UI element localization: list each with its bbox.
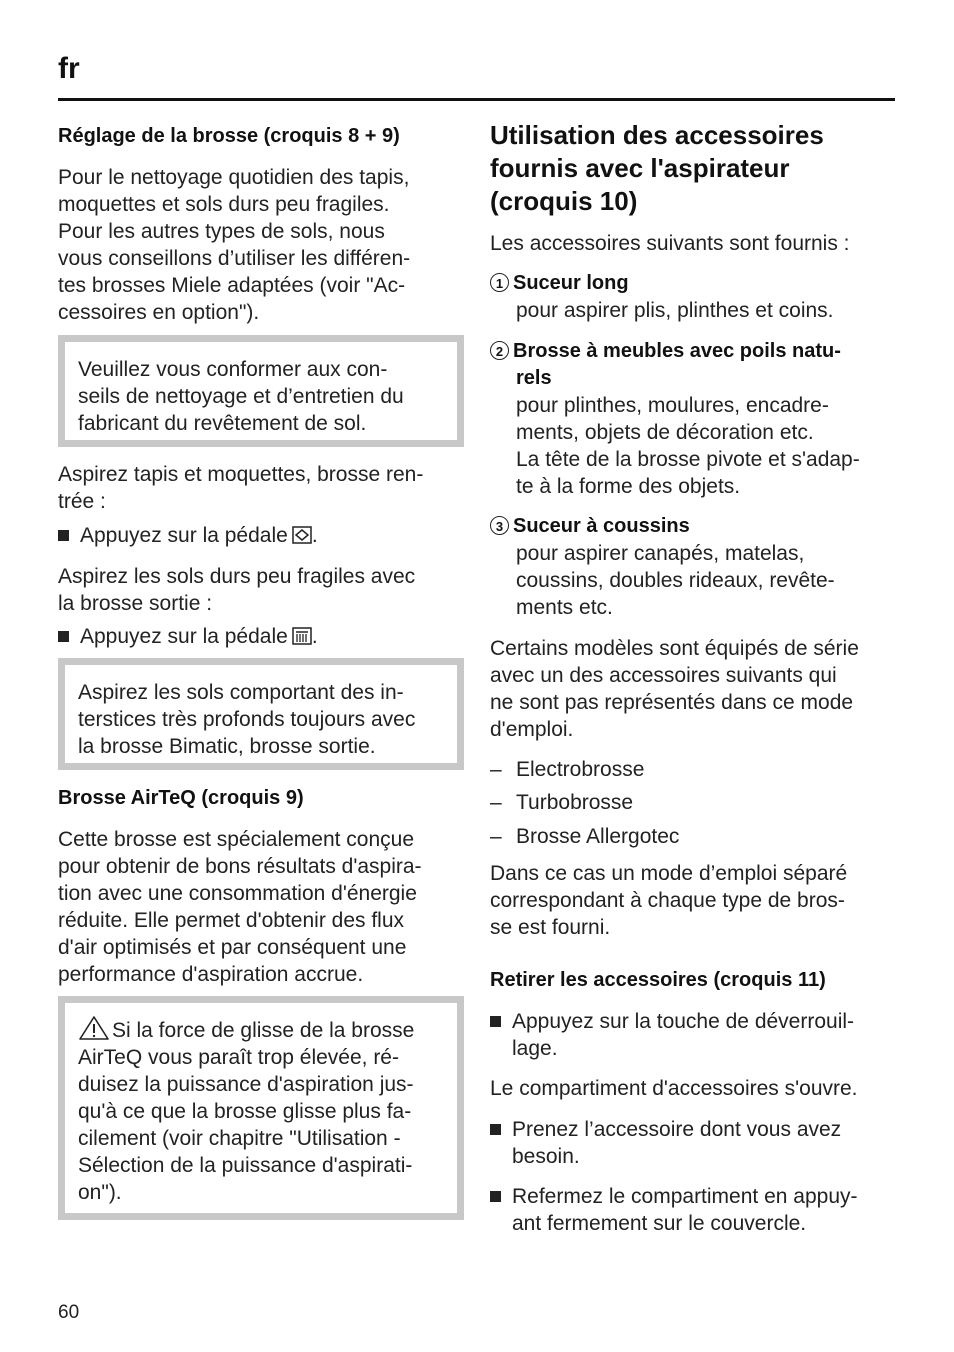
note-box-bimatic	[58, 658, 464, 770]
text-line: cessoires en option").	[58, 301, 260, 324]
text-line: cilement (voir chapitre "Utilisation -	[78, 1127, 401, 1150]
text-line: performance d'aspiration accrue.	[58, 963, 364, 986]
bullet-text: lage.	[512, 1037, 558, 1060]
dash-text: Electrobrosse	[516, 758, 645, 781]
dash-mark: –	[490, 791, 502, 814]
item-desc-line: pour aspirer plis, plinthes et coins.	[516, 299, 834, 322]
item-desc-line: La tête de la brosse pivote et s'adap-	[516, 448, 860, 471]
section-title-remove-accessories: Retirer les accessoires (croquis 11)	[490, 969, 826, 991]
item-title: Brosse à meubles avec poils natu-	[513, 340, 841, 362]
text-line: réduite. Elle permet d'obtenir des flux	[58, 909, 405, 932]
header-rule	[58, 98, 895, 101]
text-line: AirTeQ vous paraît trop élevée, ré-	[78, 1046, 399, 1069]
text-line: duisez la puissance d'aspiration jus-	[78, 1073, 414, 1096]
paragraph-compartment-opens: Le compartiment d'accessoires s'ouvre.	[490, 1077, 858, 1100]
bullet-square	[490, 1191, 501, 1202]
accessory-item-3	[490, 513, 835, 621]
accessory-item-1	[490, 270, 834, 324]
section-title-airteq: Brosse AirTeQ (croquis 9)	[58, 787, 304, 809]
text-line: pour obtenir de bons résultats d'aspira-	[58, 855, 422, 878]
dash-text: Turbobrosse	[516, 791, 634, 814]
paragraph-optional-models	[490, 635, 859, 743]
paragraph-separate-manual	[490, 860, 847, 941]
text-line: avec un des accessoires suivants qui	[490, 664, 837, 687]
text-line: Aspirez les sols comportant des in-	[78, 681, 404, 704]
dash-mark: –	[490, 825, 502, 848]
text-line	[78, 1015, 447, 1044]
text-line: Pour le nettoyage quotidien des tapis,	[58, 166, 410, 189]
section-title-accessories	[490, 119, 824, 218]
bullet-text: Appuyez sur la pédale	[80, 625, 288, 648]
page-number: 60	[58, 1302, 80, 1323]
bullet-square	[490, 1124, 501, 1135]
bullet-text: Refermez le compartiment en appuy-	[512, 1185, 858, 1208]
text-line: Dans ce cas un mode d’emploi séparé	[490, 862, 848, 885]
text-line: tion avec une consommation d'énergie	[58, 882, 417, 905]
item-number-badge: 1	[490, 273, 509, 292]
section-title-brush-setting: Réglage de la brosse (croquis 8 + 9)	[58, 125, 400, 147]
item-title: rels	[516, 367, 552, 389]
text-line: ne sont pas représentés dans ce mode	[490, 691, 854, 714]
item-desc-line: coussins, doubles rideaux, revête-	[516, 569, 835, 592]
dash-text: Brosse Allergotec	[516, 825, 680, 848]
bullet-text: besoin.	[512, 1145, 580, 1168]
warning-box-airteq	[58, 996, 464, 1220]
text-line: moquettes et sols durs peu fragiles.	[58, 193, 390, 216]
title-line: (croquis 10)	[490, 186, 638, 216]
text-line: fabricant du revêtement de sol.	[78, 412, 367, 435]
item-desc-line: ments, objets de décoration etc.	[516, 421, 814, 444]
text-line: trée :	[58, 490, 106, 513]
bullet-square	[490, 1016, 501, 1027]
text-line: vous conseillons d’utiliser les différen-	[58, 247, 411, 270]
accessory-item-2	[490, 338, 860, 500]
paragraph-carpet	[58, 461, 423, 515]
hard-floor-pedal-icon	[292, 627, 312, 645]
text-line: d'air optimisés et par conséquent une	[58, 936, 407, 959]
text-line: Certains modèles sont équipés de série	[490, 637, 859, 660]
text-line: Aspirez les sols durs peu fragiles avec	[58, 565, 416, 588]
bullet-square	[58, 631, 69, 642]
item-desc-line: te à la forme des objets.	[516, 475, 741, 498]
paragraph-brush-setting	[58, 164, 410, 326]
language-label: fr	[58, 52, 80, 85]
text-line: terstices très profonds toujours avec	[78, 708, 416, 731]
carpet-pedal-icon	[292, 526, 312, 544]
text-line: on").	[78, 1181, 122, 1204]
warning-text-first-line: Si la force de glisse de la brosse	[112, 1019, 415, 1042]
text-line: se est fourni.	[490, 916, 611, 939]
text-line: tes brosses Miele adaptées (voir "Ac-	[58, 274, 406, 297]
item-title: Suceur à coussins	[513, 515, 690, 537]
text-line: Cette brosse est spécialement conçue	[58, 828, 415, 851]
bullet-text: ant fermement sur le couvercle.	[512, 1212, 807, 1235]
warning-triangle-icon	[78, 1015, 110, 1041]
item-number-badge: 2	[490, 341, 509, 360]
dash-mark: –	[490, 758, 502, 781]
text-line: qu'à ce que la brosse glisse plus fa-	[78, 1100, 412, 1123]
item-number-badge: 3	[490, 516, 509, 535]
text-line: Sélection de la puissance d'aspirati-	[78, 1154, 413, 1177]
title-line: fournis avec l'aspirateur	[490, 153, 790, 183]
bullet-square	[58, 530, 69, 541]
item-desc-line: pour plinthes, moulures, encadre-	[516, 394, 829, 417]
bullet-text: Appuyez sur la touche de déverrouil-	[512, 1010, 855, 1033]
note-box-floor-care	[58, 335, 464, 447]
text-line: Veuillez vous conformer aux con-	[78, 358, 388, 381]
text-line: Aspirez tapis et moquettes, brosse ren-	[58, 463, 424, 486]
bullet-text: Prenez l’accessoire dont vous avez	[512, 1118, 842, 1141]
paragraph-airteq	[58, 826, 422, 988]
accessories-intro: Les accessoires suivants sont fournis :	[490, 232, 850, 255]
item-desc-line: ments etc.	[516, 596, 613, 619]
text-line: la brosse sortie :	[58, 592, 213, 615]
bullet-text: Appuyez sur la pédale	[80, 524, 288, 547]
text-line: Pour les autres types de sols, nous	[58, 220, 385, 243]
title-line: Utilisation des accessoires	[490, 120, 824, 150]
paragraph-hard-floor	[58, 563, 415, 617]
text-line: correspondant à chaque type de bros-	[490, 889, 845, 912]
item-desc-line: pour aspirer canapés, matelas,	[516, 542, 805, 565]
text-line: seils de nettoyage et d’entretien du	[78, 385, 404, 408]
text-line: d'emploi.	[490, 718, 574, 741]
item-title: Suceur long	[513, 272, 629, 294]
text-line: la brosse Bimatic, brosse sortie.	[78, 735, 376, 758]
